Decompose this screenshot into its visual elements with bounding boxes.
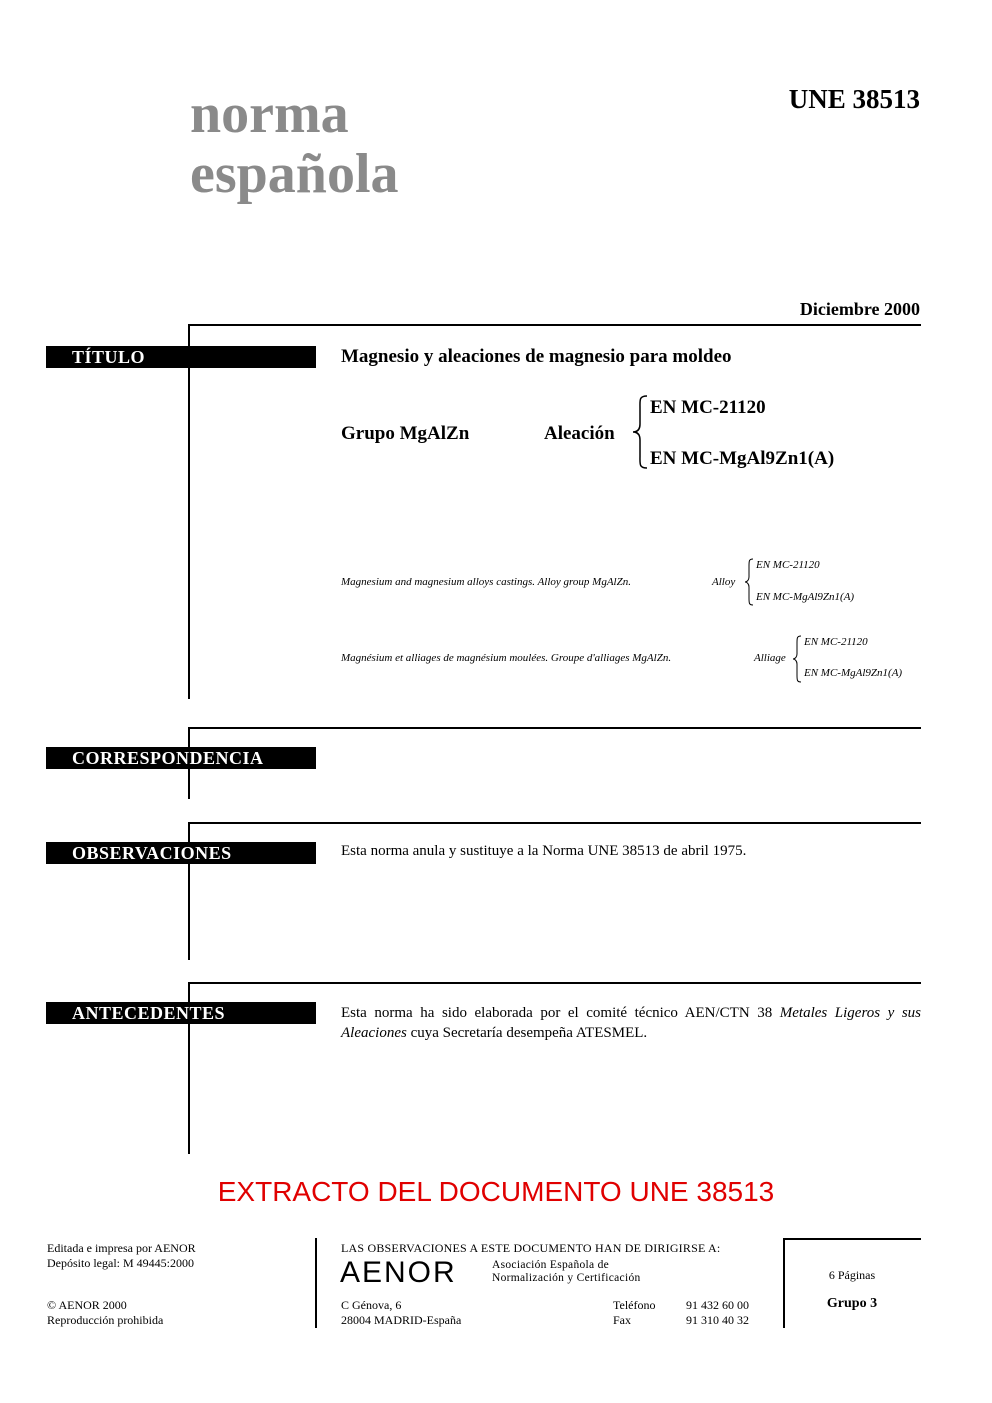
alloy-code-1-english: EN MC-21120 [756,559,820,571]
alloy-code-2-english: EN MC-MgAl9Zn1(A) [756,591,855,603]
footer-org-name [492,1259,641,1285]
antecedentes-text-part2: cuya Secretaría desempeña ATESMEL. [410,1025,648,1041]
brace-icon [631,394,649,470]
section-label-correspondencia: CORRESPONDENCIA [46,747,316,769]
antecedentes-text-part1: Esta norma ha sido elaborada por el comité técnico AEN/CTN 38 [341,1005,773,1021]
footer-org-name-1: Asociación Española de [492,1259,610,1271]
footer-org-name-2: Normalización y Certificación [492,1272,641,1284]
price-group: Grupo 3 [826,1296,878,1311]
aenor-logo: AENOR [340,1256,457,1289]
rule-antecedentes [188,982,921,984]
page-count: 6 Páginas [828,1268,876,1282]
alloy-code-2-french: EN MC-MgAl9Zn1(A) [804,667,903,679]
footer-copyright: © AENOR 2000 [47,1298,127,1312]
footer-phone: 91 432 60 00 [686,1298,749,1312]
extract-watermark: EXTRACTO DEL DOCUMENTO UNE 38513 [217,1176,775,1207]
footer-edited: Editada e impresa por AENOR [47,1241,196,1255]
title-french: Magnésium et alliages de magnésium moulées. Groupe d'alliages MgAlZn. [341,652,672,664]
norma-title-line1: norma [190,83,349,145]
footer-address-2: 28004 MADRID-España [341,1313,462,1327]
brace-small-icon [792,635,802,683]
footer-box-top [783,1238,921,1240]
footer-reproduction: Reproducción prohibida [47,1313,164,1327]
alloy-code-1-spanish: EN MC-21120 [650,397,766,418]
footer-fax-label: Fax [613,1313,631,1327]
alloy-label-spanish: Aleación [544,423,615,444]
alloy-group-spanish: Grupo MgAlZn [341,423,470,444]
document-code: UNE 38513 [788,84,920,114]
section-label-antecedentes: ANTECEDENTES [46,1002,316,1024]
footer-deposit: Depósito legal: M 49445:2000 [47,1256,194,1270]
footer-address-1: C Génova, 6 [341,1298,402,1312]
section-label-titulo: TÍTULO [46,346,316,368]
rule-correspondencia [188,727,921,729]
footer-phone-label: Teléfono [613,1298,656,1312]
alloy-code-2-spanish: EN MC-MgAl9Zn1(A) [650,448,835,469]
alloy-label-french: Alliage [754,652,786,664]
top-rule [188,324,921,326]
title-spanish: Magnesio y aleaciones de magnesio para moldeo [341,346,732,367]
committee-name: Metales Ligeros y sus Aleaciones [341,1005,922,1041]
norma-title-line2: española [190,143,399,205]
footer-fax: 91 310 40 32 [686,1313,749,1327]
antecedentes-text [341,1003,921,1043]
publication-date: Diciembre 2000 [799,299,920,319]
footer-obs-heading: LAS OBSERVACIONES A ESTE DOCUMENTO HAN DE DIRIGIRSE A: [341,1241,721,1255]
section-label-observaciones: OBSERVACIONES [46,842,316,864]
left-rule-titulo [188,324,190,699]
rule-observaciones [188,822,921,824]
brace-small-icon [744,558,754,606]
title-english: Magnesium and magnesium alloys castings. Alloy group MgAlZn. [341,576,631,588]
alloy-label-english: Alloy [712,576,736,588]
footer-divider-left [315,1238,317,1328]
alloy-code-1-french: EN MC-21120 [804,636,868,648]
footer-divider-right [783,1238,785,1328]
observaciones-text: Esta norma anula y sustituye a la Norma UNE 38513 de abril 1975. [341,843,747,859]
